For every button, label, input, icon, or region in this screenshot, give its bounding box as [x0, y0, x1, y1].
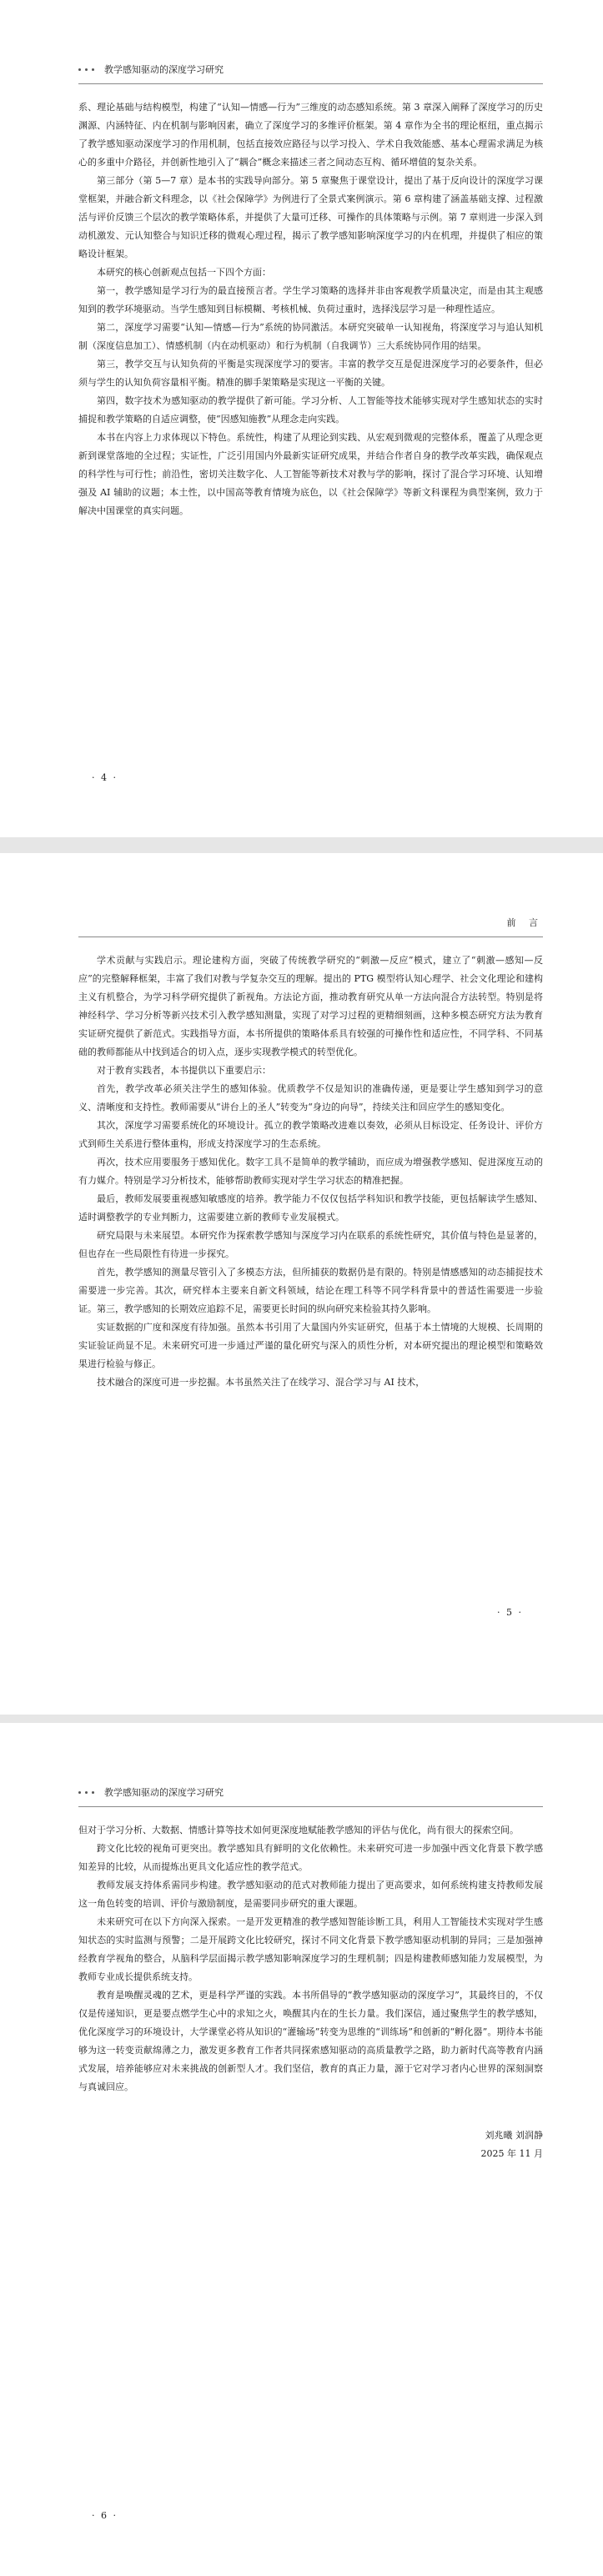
document-page-6	[0, 1723, 603, 2576]
paragraph: 实证数据的广度和深度有待加强。虽然本书引用了大量国内外实证研究，但基于本土情境的大规模、长周期的实证验证尚显不足。未来研究可进一步通过严谨的量化研究与深入的质性分析，对本研究提出的理论模型和策略效果进行检验与修正。	[78, 1322, 543, 1369]
paragraph: 学术贡献与实践启示。理论建构方面，突破了传统教学研究的“刺激—反应”模式，建立了“刺激—感知—反应”的完整解释框架，丰富了我们对教与学复杂交互的理解。提出的 PTG 模型将认知心理学、社会文化理论和建构主义有机整合，为学习科学研究提供了新视角。方法论方面，推动教育研究从单一方法向混合方法转型。特别是将神经科学、学习分析等新兴技术引入教学感知测量，实现了对学习过程的更精细刻画，这种多模态研究方法为教育实证研究提供了新范式。实践指导方面，本书所提供的策略体系具有较强的可操作性和适应性，不同学科、不同基础的教师都能从中找到适合的切入点，逐步实现教学模式的转型优化。	[78, 955, 543, 1057]
header-dots-ornament	[78, 1791, 94, 1794]
paragraph: 对于教育实践者，本书提供以下重要启示：	[97, 1065, 271, 1076]
header-section-title: 前 言	[506, 917, 543, 928]
running-header	[78, 1723, 543, 1807]
document-page-4	[0, 0, 603, 837]
running-header	[78, 0, 543, 84]
paragraph: 第二，深度学习需要“认知—情感—行为”系统的协同激活。本研究突破单一认知视角，将深度学习与追认知机制（深度信息加工）、情感机制（内在动机驱动）和行为机制（自我调节）三大系统协同作用的结果。	[78, 322, 543, 351]
running-header	[78, 853, 543, 937]
paragraph: 首先，教学改革必须关注学生的感知体验。优质教学不仅是知识的准确传递，更是要让学生感知到学习的意义、清晰度和支持性。教师需要从“讲台上的圣人”转变为“身边的向导”，持续关注和回应学生的感知变化。	[78, 1083, 543, 1112]
paragraph: 本研究的核心创新观点包括一下四个方面：	[97, 267, 271, 278]
paragraph: 首先，教学感知的测量尽管引入了多模态方法，但所捕获的数据仍是有限的。特别是情感感知的动态捕捉技术需要进一步完善。其次，研究样本主要来自新文科领域，结论在理工科等不同学科背景中的普适性需要进一步验证。第三，教学感知的长期效应追踪不足，需要更长时间的纵向研究来检验其持久影响。	[78, 1267, 543, 1314]
paragraph: 本书在内容上力求体现以下特色。系统性，构建了从理论到实践、从宏观到微观的完整体系，覆盖了从理念更新到课堂落地的全过程；实证性，广泛引用国内外最新实证研究成果，并结合作者自身的教学改革实践，确保观点的科学性与可行性；前沿性，密切关注数字化、人工智能等新技术对教与学的影响，探讨了混合学习环境、认知增强及 AI 辅助的议题；本土性，以中国高等教育情境为底色，以《社会保障学》等新文科课程为典型案例，致力于解决中国课堂的真实问题。	[78, 432, 543, 516]
signature-block	[78, 2127, 543, 2163]
page-number: · 6 ·	[92, 2510, 118, 2521]
paragraph: 第一，教学感知是学习行为的最直接预言者。学生学习策略的选择并非由客观教学质量决定，而是由其主观感知到的教学环境驱动。当学生感知到目标模糊、考核机械、负荷过重时，选择浅层学习是一种理性适应。	[78, 285, 543, 314]
document-page-5	[0, 853, 603, 1715]
paragraph: 技术融合的深度可进一步挖掘。本书虽然关注了在线学习、混合学习与 AI 技术，	[97, 1377, 425, 1388]
signature-date: 2025 年 11 月	[480, 2148, 543, 2159]
signature-authors: 刘兆曦 刘润静	[485, 2130, 543, 2141]
paragraph: 第三部分（第 5—7 章）是本书的实践导向部分。第 5 章聚焦于课堂设计，提出了基于反向设计的深度学习课堂框架，并融合新文科理念，以《社会保障学》为例进行了全景式案例演示。第 6 章构建了涵盖基础支撑、过程激活与评价反馈三个层次的教学策略体系，并提供了大量可迁移、可操作的具体策略与示例。第 7 章则进一步深入到动机激发、元认知整合与知识迁移的微观心理过程，揭示了教学感知影响深度学习的内在机理，并提供了相应的策略设计框架。	[78, 175, 543, 259]
paragraph: 跨文化比较的视角可更突出。教学感知具有鲜明的文化依赖性。未来研究可进一步加强中西文化背景下教学感知差异的比较，从而提炼出更具文化适应性的教学范式。	[78, 1843, 543, 1872]
paragraph: 系、理论基础与结构模型，构建了“认知—情感—行为”三维度的动态感知系统。第 3 章深入阐释了深度学习的历史渊源、内涵特征、内在机制与影响因素，确立了深度学习的多维评价框架。第 4 章作为全书的理论枢纽，重点揭示了教学感知驱动深度学习的作用机制，包括直接效应路径与以学习投入、学术自我效能感、基本心理需求满足为核心的多重中介路径，并创新性地引入了“耦合”概念来描述三者之间动态互构、循环增值的复杂关系。	[78, 102, 543, 168]
paragraph: 最后，教师发展要重视感知敏感度的培养。教学能力不仅仅包括学科知识和教学技能，更包括解读学生感知、适时调整教学的专业判断力，这需要建立新的教师专业发展模式。	[78, 1193, 543, 1223]
header-dots-ornament	[78, 68, 94, 71]
paragraph: 教师发展支持体系需同步构建。教学感知驱动的范式对教师能力提出了更高要求，如何系统构建支持教师发展这一角色转变的培训、评价与激励制度，是需要同步研究的重大课题。	[78, 1880, 543, 1909]
paragraph: 但对于学习分析、大数据、情感计算等技术如何更深度地赋能教学感知的评估与优化，尚有很大的探索空间。	[78, 1825, 519, 1835]
page-body	[78, 952, 543, 1392]
page-number: · 5 ·	[497, 1607, 523, 1618]
paragraph: 第四，数字技术为感知驱动的教学提供了新可能。学习分析、人工智能等技术能够实现对学生感知状态的实时捕捉和教学策略的自适应调整，使“因感知施教”从理念走向实践。	[78, 395, 543, 424]
page-body	[78, 1821, 543, 2163]
paragraph: 其次，深度学习需要系统化的环境设计。孤立的教学策略改进难以奏效，必须从目标设定、任务设计、评价方式到师生关系进行整体重构，形成支持深度学习的生态系统。	[78, 1120, 543, 1149]
header-book-title: 教学感知驱动的深度学习研究	[104, 64, 224, 75]
paragraph: 教育是唤醒灵魂的艺术，更是科学严谨的实践。本书所倡导的“教学感知驱动的深度学习”，其最终目的，不仅仅是传递知识，更是要点燃学生心中的求知之火，唤醒其内在的生长力量。我们深信，通过聚焦学生的教学感知，优化深度学习的环境设计，大学课堂必将从知识的“灌输场”转变为思维的“训练场”和创新的“孵化器”。期待本书能够为这一转变贡献绵薄之力，激发更多教育工作者共同探索感知驱动的高质量教学之路，助力新时代高等教育内涵式发展，培养能够应对未来挑战的创新型人才。我们坚信，教育的真正力量，源于它对学习者内心世界的深刻洞察与真诚回应。	[78, 1990, 543, 2092]
page-number: · 4 ·	[92, 772, 118, 783]
paragraph: 第三，教学交互与认知负荷的平衡是实现深度学习的要害。丰富的教学交互是促进深度学习的必要条件，但必须与学生的认知负荷容量相平衡。精准的脚手架策略是实现这一平衡的关键。	[78, 359, 543, 388]
paragraph: 再次，技术应用要服务于感知优化。数字工具不是简单的教学辅助，而应成为增强教学感知、促进深度互动的有力媒介。特别是学习分析技术，能够帮助教师实现对学生学习状态的精准把握。	[78, 1157, 543, 1186]
page-body	[78, 98, 543, 520]
header-book-title: 教学感知驱动的深度学习研究	[104, 1787, 224, 1798]
paragraph: 研究局限与未来展望。本研究作为探索教学感知与深度学习内在联系的系统性研究，其价值与特色是显著的，但也存在一些局限性有待进一步探究。	[78, 1230, 543, 1259]
paragraph: 未来研究可在以下方向深入探索。一是开发更精准的教学感知智能诊断工具，利用人工智能技术实现对学生感知状态的实时监测与预警；二是开展跨文化比较研究，探讨不同文化背景下教学感知驱动机制的异同；三是加强神经教育学视角的整合，从脑科学层面揭示教学感知影响深度学习的生理机制；四是构建教师感知能力发展模型，为教师专业成长提供系统支持。	[78, 1916, 543, 1982]
